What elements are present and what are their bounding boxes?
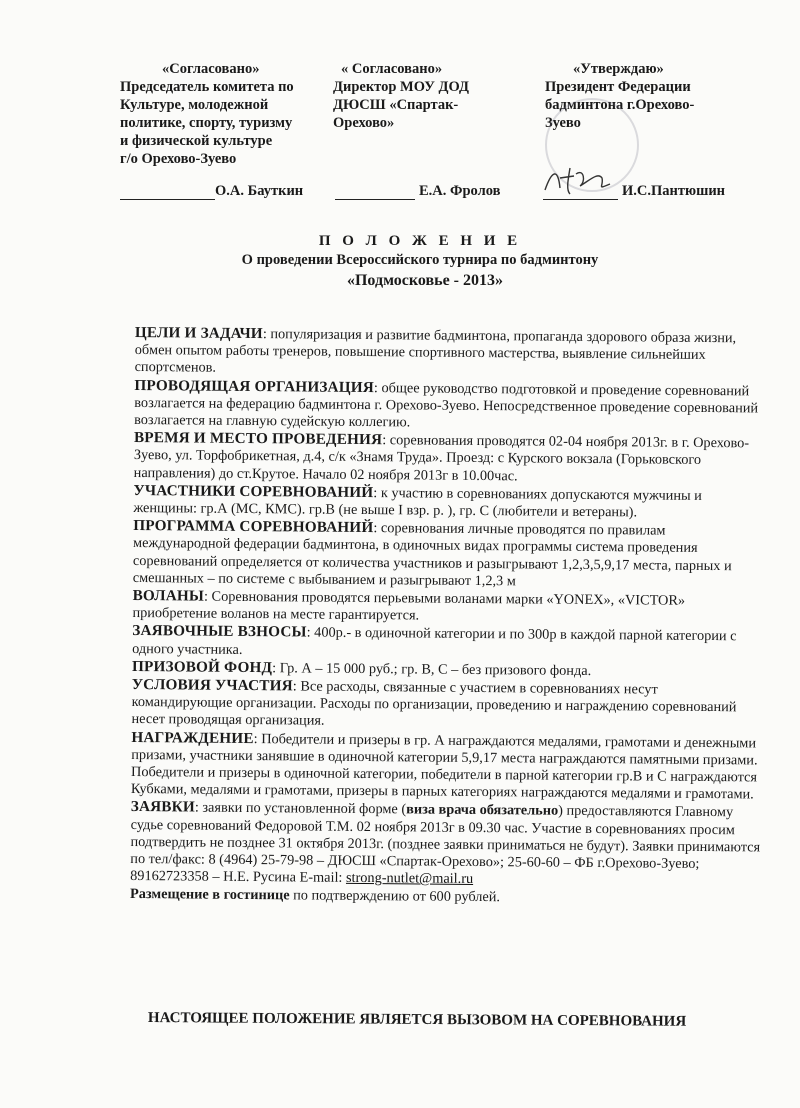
handwritten-signature bbox=[540, 160, 620, 200]
approval-line: политике, спорту, туризму bbox=[120, 115, 293, 131]
approval-line: Директор МОУ ДОД bbox=[333, 79, 469, 95]
approval-committee bbox=[120, 60, 330, 199]
footer-notice: НАСТОЯЩЕЕ ПОЛОЖЕНИЕ ЯВЛЯЕТСЯ ВЫЗОВОМ НА СОРЕВНОВАНИЯ bbox=[147, 1010, 687, 1030]
approval-head: «Согласовано» bbox=[162, 61, 260, 77]
section-applications: ЗАЯВКИ: заявки по установленной форме (виза врача обязательно) предоставляются Главному судье соревнований Федоровой Т.М. 02 ноября 2013г в 09.30 час. Участие в соревнованиях просим подтвердить не позднее 31 октября 2013г. (позднее заявки приниматься не будут). Заявки принимаются по тел/факс: 8 (4964) 25-79-98 – ДЮСШ «Спартак-Орехово»; 25-60-60 – ФБ г.Орехово-Зуево; 89162723358 – Н.Е. Русина E-mail: strong-nutlet@mail.ru bbox=[130, 798, 761, 888]
approval-line: Председатель комитета по bbox=[120, 79, 294, 95]
approval-line: Орехово» bbox=[333, 115, 395, 131]
section-hotel: Размещение в гостинице по подтверждению от 600 рублей. bbox=[129, 885, 501, 905]
approval-block bbox=[120, 60, 740, 200]
section-awards: НАГРАЖДЕНИЕ: Победители и призеры в гр. А награждаются медалями, грамотами и денежными призами, участники занявшие в одиночной категории 5,9,17 места награждаются памятными призами. Победители и призеры в одиночной категории, победители в парной категории гр.В и С награждаются Кубками, медалями и грамотами, призеры в парных категориях награждаются медалями и грамотами. bbox=[130, 728, 758, 803]
email-link[interactable]: strong-nutlet@mail.ru bbox=[345, 870, 474, 888]
approval-director bbox=[333, 60, 518, 199]
section-fees: ЗАЯВОЧНЫЕ ВЗНОСЫ: 400р.- в одиночной категории и по 300р в каждой парной категории с одного участника. bbox=[132, 622, 737, 658]
approval-head: «Утверждаю» bbox=[573, 61, 664, 77]
section-prize-fund: ПРИЗОВОЙ ФОНД: Гр. А – 15 000 руб.; гр. В, С – без призового фонда. bbox=[131, 657, 592, 679]
title-event: «Подмосковье - 2013» bbox=[346, 272, 503, 289]
approval-line: Президент Федерации bbox=[545, 79, 691, 95]
approval-head: « Согласовано» bbox=[341, 61, 443, 77]
approval-line: и физической культуре bbox=[120, 133, 273, 149]
approval-line: г/о Орехово-Зуево bbox=[120, 151, 237, 167]
signature-line bbox=[120, 182, 303, 200]
signer-name: И.С.Пантюшин bbox=[622, 183, 726, 199]
section-time-place: ВРЕМЯ И МЕСТО ПРОВЕДЕНИЯ: соревнования проводятся 02-04 ноября 2013г. в г. Орехово-Зуево, ул. Торфобрикетная, д.4, с/к «Знамя Труда». Проезд: с Курского вокзала (Горьковского направления) до ст.Крутое. Начало 02 ноября 2013г в 10.00час. bbox=[133, 429, 750, 484]
approval-line: Зуево bbox=[545, 115, 581, 131]
section-participants: УЧАСТНИКИ СОРЕВНОВАНИЙ: к участию в соревнованиях допускаются мужчины и женщины: гр.А (МС, КМС). гр.В (не выше I взр. р. ), гр. С (любители и ветераны). bbox=[133, 481, 702, 521]
section-program: ПРОГРАММА СОРЕВНОВАНИЙ: соревнования личные проводятся по правилам международной федерации бадминтона, в одиночных видах программы система проведения соревнований определяется от количества участников и разыгрывают 1,2,3,5,9,17 места, парных и смешанных – по системе с выбыванием и разыгрывают 1,2,3 м bbox=[132, 517, 732, 590]
signer-name: О.А. Бауткин bbox=[215, 183, 304, 199]
signer-name: Е.А. Фролов bbox=[419, 183, 501, 199]
approval-line: Культуре, молодежной bbox=[120, 97, 269, 113]
section-conditions: УСЛОВИЯ УЧАСТИЯ: Все расходы, связанные с участием в соревнованиях несут командирующие организации. Расходы по организации, проведению и награждению соревнований несет проводящая организация. bbox=[131, 676, 737, 730]
section-goals: ЦЕЛИ И ЗАДАЧИ: популяризация и развитие бадминтона, пропаганда здорового образа жизни, обмен опытом работы тренеров, повышение спортивного мастерства, выявление сильнейших спортсменов. bbox=[134, 324, 737, 377]
approval-line: бадминтона г.Орехово- bbox=[545, 97, 695, 113]
approval-line: ДЮСШ «Спартак- bbox=[333, 97, 459, 113]
title-main: П О Л О Ж Е Н И Е bbox=[318, 233, 522, 249]
signature-line bbox=[335, 182, 500, 200]
section-shuttlecocks: ВОЛАНЫ: Соревнования проводятся перьевыми воланами марки «YONEX», «VICTOR» приобретение воланов на месте гарантируется. bbox=[132, 587, 686, 624]
section-organizer: ПРОВОДЯЩАЯ ОРГАНИЗАЦИЯ: общее руководство подготовкой и проведение соревнований возлагается на федерацию бадминтона г. Орехово-Зуево. Непосредственное проведение соревнований возлагается на главную судейскую коллегию. bbox=[134, 376, 759, 431]
regulation-body bbox=[130, 324, 765, 908]
title-subtitle: О проведении Всероссийского турнира по бадминтону bbox=[241, 252, 599, 268]
document-title bbox=[0, 232, 800, 291]
